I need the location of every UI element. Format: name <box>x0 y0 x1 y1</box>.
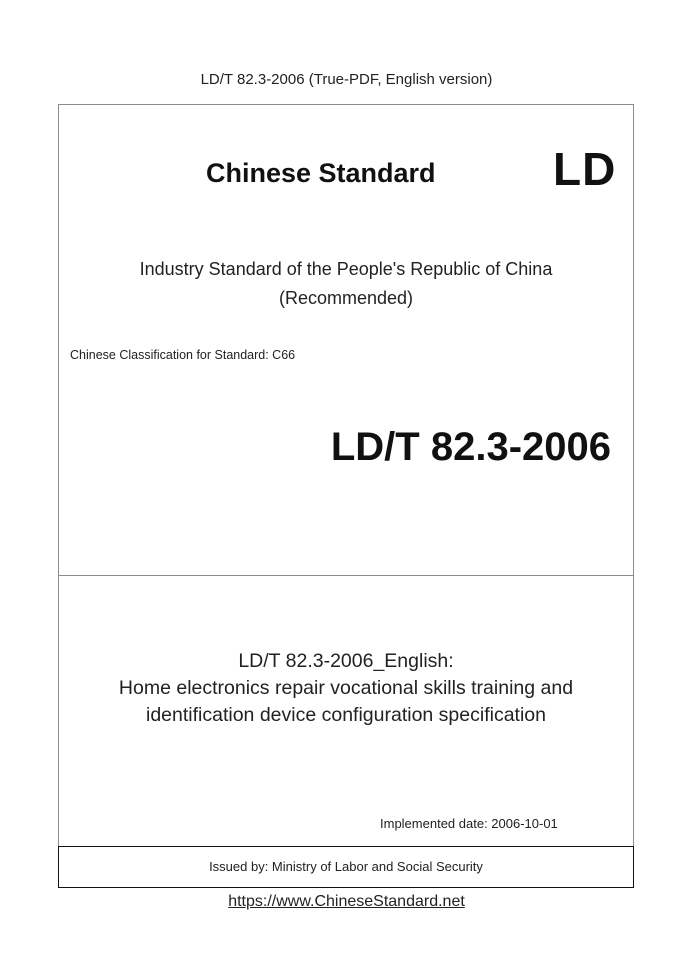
industry-standard-line: Industry Standard of the People's Republic of China <box>139 259 553 279</box>
ld-logo: LD <box>553 143 617 195</box>
website-link[interactable]: https://www.ChineseStandard.net <box>228 893 465 910</box>
document-title-line-2: Home electronics repair vocational skills training and <box>118 677 574 699</box>
issued-by: Issued by: Ministry of Labor and Social Security <box>209 859 483 874</box>
recommended-label: (Recommended) <box>278 288 414 308</box>
document-title-line-3: identification device configuration specification <box>146 704 546 726</box>
standard-type-title: Chinese Standard <box>206 158 436 188</box>
classification-label: Chinese Classification for Standard: C66 <box>70 348 296 362</box>
implemented-date: Implemented date: 2006-10-01 <box>380 816 558 831</box>
standard-code: LD/T 82.3-2006 <box>330 425 611 469</box>
document-title-line-1: LD/T 82.3-2006_English: <box>238 650 454 672</box>
page-header: LD/T 82.3-2006 (True-PDF, English version) <box>200 71 493 88</box>
